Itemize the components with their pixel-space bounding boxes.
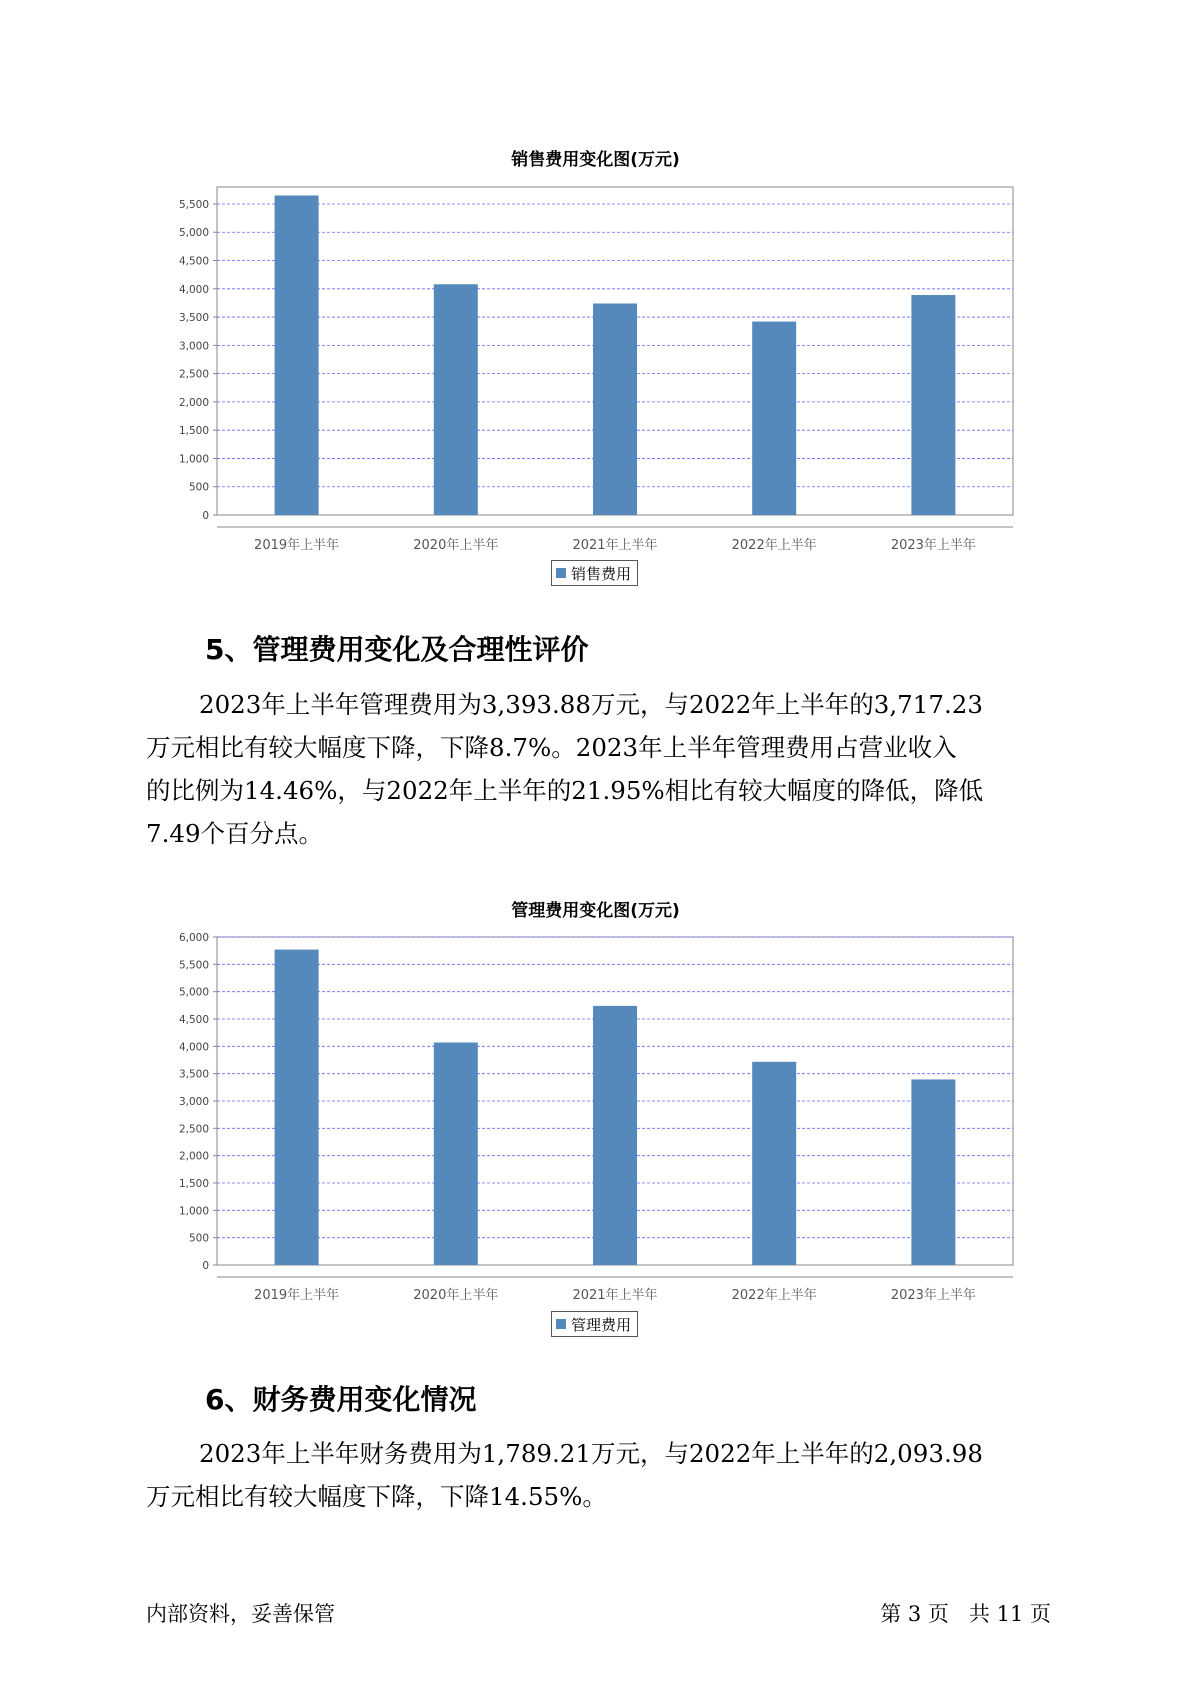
y-tick-label: 2,000 bbox=[178, 1150, 209, 1163]
bar bbox=[752, 322, 796, 515]
x-tick-label: 2023年上半年 bbox=[890, 538, 976, 553]
section5-paragraph bbox=[146, 683, 1046, 855]
y-tick-label: 5,000 bbox=[178, 986, 209, 999]
y-tick-label: 3,500 bbox=[178, 312, 209, 325]
legend-swatch bbox=[556, 568, 566, 578]
y-tick-label: 4,500 bbox=[178, 255, 209, 268]
bar bbox=[275, 950, 319, 1265]
y-tick-label: 5,500 bbox=[178, 198, 209, 211]
bar bbox=[434, 1043, 478, 1265]
bar bbox=[911, 1079, 955, 1265]
bar bbox=[275, 195, 319, 515]
y-tick-label: 3,000 bbox=[178, 340, 209, 353]
y-tick-label: 1,000 bbox=[178, 453, 209, 466]
footer-confidential: 内部资料，妥善保管 bbox=[146, 1602, 335, 1626]
section-heading-5: 5、管理费用变化及合理性评价 bbox=[205, 633, 589, 666]
y-tick-label: 1,000 bbox=[178, 1205, 209, 1218]
y-tick-label: 1,500 bbox=[178, 425, 209, 438]
section-heading-6: 6、财务费用变化情况 bbox=[205, 1383, 477, 1416]
x-tick-label: 2022年上半年 bbox=[731, 538, 817, 553]
y-tick-label: 6,000 bbox=[178, 932, 209, 944]
bar bbox=[911, 295, 955, 515]
paragraph-line: 2023年上半年财务费用为1,789.21万元，与2022年上半年的2,093.98 bbox=[199, 1439, 983, 1468]
y-tick-label: 5,000 bbox=[178, 227, 209, 240]
chart-title-admin: 管理费用变化图(万元) bbox=[511, 901, 680, 921]
y-tick-label: 4,000 bbox=[178, 283, 209, 296]
x-tick-label: 2020年上半年 bbox=[413, 1288, 499, 1303]
footer-page-number: 第 3 页 共 11 页 bbox=[880, 1602, 1051, 1626]
paragraph-line: 的比例为14.46%，与2022年上半年的21.95%相比有较大幅度的降低，降低 bbox=[146, 776, 984, 805]
legend-label: 管理费用 bbox=[571, 1315, 632, 1334]
y-tick-label: 2,500 bbox=[178, 1123, 209, 1136]
y-tick-label: 3,000 bbox=[178, 1096, 209, 1108]
x-tick-label: 2021年上半年 bbox=[572, 1288, 658, 1303]
legend-swatch bbox=[556, 1319, 566, 1329]
y-tick-label: 4,500 bbox=[178, 1014, 209, 1026]
y-tick-label: 2,000 bbox=[178, 396, 209, 409]
x-tick-label: 2020年上半年 bbox=[413, 538, 499, 553]
chart-legend-sales bbox=[551, 560, 638, 586]
admin-expense-chart bbox=[0, 925, 1191, 1325]
y-tick-label: 2,500 bbox=[178, 368, 209, 381]
y-tick-label: 500 bbox=[188, 481, 209, 494]
y-tick-label: 0 bbox=[202, 1260, 209, 1272]
bar bbox=[752, 1062, 796, 1265]
paragraph-line: 2023年上半年管理费用为3,393.88万元，与2022年上半年的3,717.23 bbox=[199, 690, 983, 719]
section6-paragraph bbox=[146, 1432, 1046, 1518]
sales-expense-chart bbox=[0, 175, 1191, 575]
y-tick-label: 500 bbox=[188, 1232, 209, 1245]
y-tick-label: 4,000 bbox=[178, 1041, 209, 1054]
paragraph-line: 万元相比有较大幅度下降，下降14.55%。 bbox=[146, 1482, 607, 1511]
paragraph-line: 7.49个百分点。 bbox=[146, 819, 324, 848]
x-tick-label: 2019年上半年 bbox=[254, 1288, 340, 1303]
y-tick-label: 0 bbox=[202, 510, 209, 522]
x-tick-label: 2023年上半年 bbox=[890, 1288, 976, 1303]
bar bbox=[593, 1006, 637, 1265]
x-tick-label: 2021年上半年 bbox=[572, 538, 658, 553]
legend-label: 销售费用 bbox=[571, 564, 632, 583]
chart-title-sales: 销售费用变化图(万元) bbox=[511, 150, 680, 170]
y-tick-label: 5,500 bbox=[178, 959, 209, 972]
y-tick-label: 3,500 bbox=[178, 1068, 209, 1081]
paragraph-line: 万元相比有较大幅度下降，下降8.7%。2023年上半年管理费用占营业收入 bbox=[146, 733, 957, 762]
x-tick-label: 2019年上半年 bbox=[254, 538, 340, 553]
chart-legend-admin bbox=[551, 1311, 638, 1337]
bar bbox=[593, 303, 637, 515]
bar bbox=[434, 284, 478, 515]
y-tick-label: 1,500 bbox=[178, 1178, 209, 1190]
x-tick-label: 2022年上半年 bbox=[731, 1288, 817, 1303]
